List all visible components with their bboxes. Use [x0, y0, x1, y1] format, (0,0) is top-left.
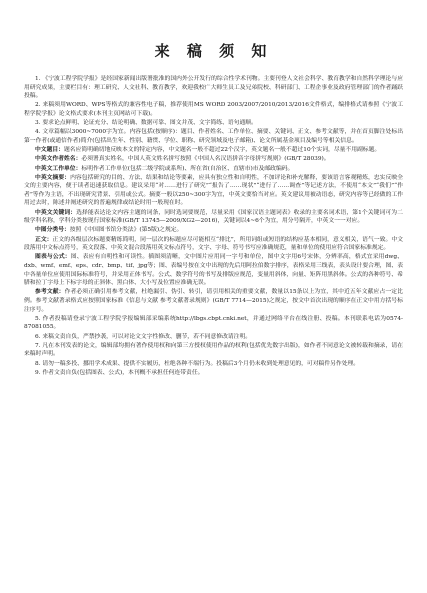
item-7: 7. 凡在本刊发表的论文，编辑部均拥有著作使用权和向第三方授权使用作品的权利(包括优先数字出版)，如作者不同意论文被转载和摘录，请在来稿时声明。	[24, 342, 403, 358]
section-references: 参考文献：作者必须正确引用参考文献，杜绝漏引、伪引、转引，请引用相关的重要文献，数量以15条以上为宜，其中近五年文献应占一定比例。参考文献著录格式应按照国家标准《信息与文献 参考文献著录规则》(GB/T 7714—2015)之规定，按文中首次出现的顺序在正文中用方括号标注序号。	[24, 289, 403, 313]
page-title: 来 稿 须 知	[154, 42, 273, 60]
item-6: 6. 来稿文责自负，严禁抄袭，可以对论文文字性修改、删节，若不同意修改请注明。	[35, 333, 252, 340]
section-clc: 中图分类号：按照《中国图书馆分类法》(第5版)之规定。	[35, 227, 183, 234]
item-5: 5. 作者投稿请登录宁波工程学院学报编辑部采编系统http://lbgs.cbpt.cnki.net，并通过网络平台在线注册、投稿。本刊联系电话为0574-87081055。	[24, 315, 403, 331]
section-cn-affiliation: 中英文工作单位：标明作者工作单位(包括二级学院或系所)、所在省(自治区、直辖市)市及邮政编码。	[35, 165, 294, 172]
guidelines-body	[24, 75, 403, 377]
section-author-name: 中英文作者姓名：必须署真实姓名，中国人英文姓名拼写按照《中国人名汉语拼音字母拼写规则》(GB/T 28039)。	[35, 156, 330, 163]
section-cn-keywords: 中英文关键词：选择能表达论文内容主题的词条，同时选词要规范，尽量采用《国家汉语主题词表》收录的主要名词术语，第1个关键词可为二级学科名称，学科分类按现行国家标准(GB/T 13745—2009/XG2—2016)，关键词以4~6个为宜，用分号隔开，中英文一一对应。	[24, 209, 403, 225]
section-cn-abstract: 中英文摘要：内容包括研究的目的、方法、结果和结论等要素，应具有独立性和自明性，不加评论和补充解释，要该语言客观精炼，忠实反映全文的主要内容，便于读者迅速获取信息。建议采用“对……进行了研究”“报告了……现状”“进行了……调查”等记述方法，不使用“本文”“我们”“作者”等作为主语，不出现研究背景、引用或公式。摘要一般以250~300字为宜，中英文要恰当对应。英文建议用被动语态，研究内容等已经做的工作用过去时，陈述并阐述研究的普遍规律或结论时用一般现在时。	[24, 174, 403, 207]
section-title-label: 中文题目：题名应简明确切地反映本文的特定内容，中文题名一般不超过22个汉字，英文题名一般不超过10个实词，尽量不用副标题。	[35, 147, 381, 154]
item-2: 2. 来稿须用WORD、WPS等格式的兼容性电子稿，推荐使用MS WORD 2003/2007/2010/2013/2016文件格式，编排格式请参照《宁波工程学院学报》论文格式要求(本刊主页网站可下载)。	[24, 102, 403, 117]
section-body: 正文：正文的各级层次标题要精练简明，同一层次的标题应尽可能相互“排比”，所用词组或短语的结构应基本相同，意义相关，语气一致。中文段落用中文标点符号，英文段落、中英文混合段落用英文标点符号，文字、字母、符号书写应准确规范，量和单位的使用应符合国家标准规定。	[24, 236, 403, 252]
item-9: 9. 作者文责自负(包括图表、公式)，本刊概不承担任何连带责任。	[35, 369, 204, 376]
section-figures: 图表与公式：图、表应有自明性和可读性。插图须清晰，文中图片应用同一字号和单位，图中文字用6号宋体，分辨率高，格式宜采用dwg、dxb、wmf、emf、eps、cdr、bmp、tif、jpg等；图、表编号按在文中出现的先后用阿拉伯数字排序，表格采用三线表，表头设计要合理，图、表中各量单位应使用国际标准符号，并采用正体书写。公式、数学符号的书写及排版应规范，变量用斜体，向量、矩阵用黑斜体。公式的各种符号、希腊和拉丁字母上下标字母的正斜体、黑白体、大小写及位置应准确无误。	[24, 254, 403, 287]
item-1: 1. 《宁波工程学院学报》是经国家新闻出版署批准的国内外公开发行的综合性学术刊物。主要刊登人文社会科学、教育教学和自然科学理论与应用研究成果，主要栏目有：理工研究、人文社科、教育教学，欢迎我校广大师生员工及兄弟院校、科研部门、工程企事业及政府管理部门的作者踊跃投稿。	[24, 76, 403, 100]
item-3: 3. 要求论点鲜明、论证充分、结论明确、数据可靠、图文并茂、文字简练、语句通顺。	[35, 120, 257, 127]
item-4: 4. 文章篇幅以3000~7000字为宜。内容包括(按顺序)：题目、作者姓名、工作单位、摘要、关键词、正文、参考文献等，并在首页脚注处标出第一作者(或通信作者)简介(包括出生年、性别、籍贯、学位、职称、研究领域及电子邮箱)、论文所属基金项目及编号等相关信息。	[24, 129, 403, 144]
item-8: 8. 请勿一稿多投、挪用学术成果、提供不实履历，杜绝各种不端行为。投稿后3个月仍未收到处理意见的，可对稿件另作处理。	[35, 360, 360, 367]
